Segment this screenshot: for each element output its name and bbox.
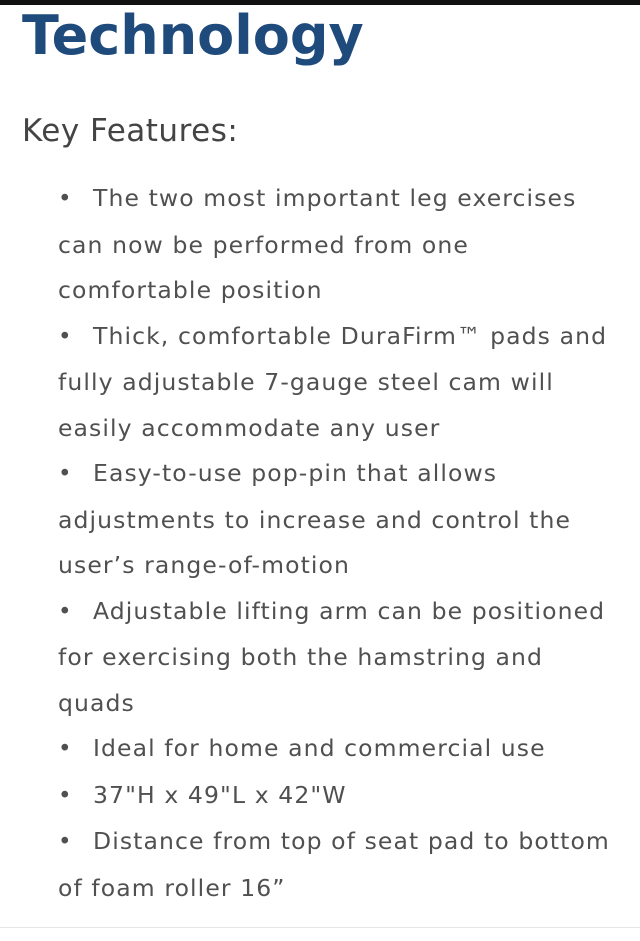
bullet-icon: • xyxy=(58,323,73,350)
bullet-icon: • xyxy=(58,736,73,762)
feature-item xyxy=(58,726,618,773)
feature-list xyxy=(58,176,618,911)
feature-item xyxy=(58,451,618,589)
feature-text: Distance from top of seat pad to bottom of foam roller 16” xyxy=(58,827,610,902)
key-features-heading: Key Features: xyxy=(22,113,239,149)
feature-text: Ideal for home and commercial use xyxy=(93,734,546,762)
feature-text: Easy-to-use pop-pin that allows adjustments to increase and control the user’s range-of-motion xyxy=(58,459,572,579)
bullet-icon: • xyxy=(58,461,73,487)
feature-text: Thick, comfortable DuraFirm™ pads and fully adjustable 7-gauge steel cam will easily accommodate any user xyxy=(58,321,608,442)
bullet-icon: • xyxy=(58,186,73,212)
page-title: Technology xyxy=(22,4,364,67)
bullet-icon: • xyxy=(58,829,73,855)
feature-item xyxy=(58,819,618,911)
feature-text: The two most important leg exercises can now be performed from one comfortable position xyxy=(58,184,577,304)
feature-text: Adjustable lifting arm can be positioned for exercising both the hamstring and quads xyxy=(58,596,606,717)
bullet-icon: • xyxy=(58,782,73,809)
feature-text: 37"H x 49"L x 42"W xyxy=(93,780,347,809)
feature-item xyxy=(58,314,618,452)
feature-item xyxy=(58,589,618,727)
feature-item xyxy=(58,773,618,820)
bullet-icon: • xyxy=(58,598,73,625)
bottom-divider xyxy=(0,927,640,928)
feature-item xyxy=(58,176,618,314)
